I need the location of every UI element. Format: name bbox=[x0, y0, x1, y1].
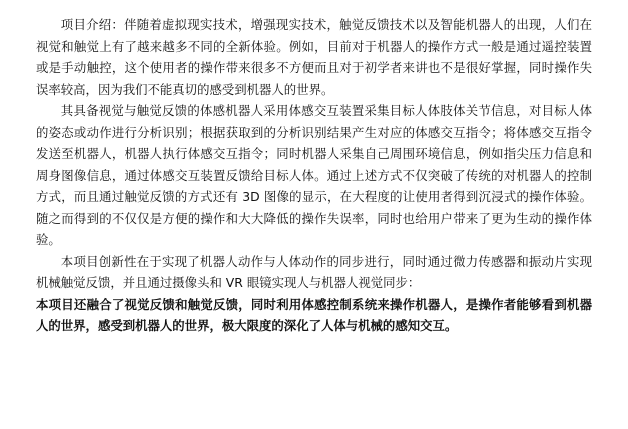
paragraph-intro: 项目介绍：伴随着虚拟现实技术，增强现实技术，触觉反馈技术以及智能机器人的出现，人们在视觉和触觉上有了越来越多不同的全新体验。例如，目前对于机器人的操作方式一般是通过遥控装置或是手动触控，这个使用者的操作带来很多不方便而且对于初学者来讲也不是很好掌握，同时操作失误率较高，因为我们不能真切的感受到机器人的世界。 bbox=[36, 17, 592, 97]
paragraph-conclusion: 本项目还融合了视觉反馈和触觉反馈，同时利用体感控制系统来操作机器人，是操作者能够看到机器人的世界，感受到机器人的世界，极大限度的深化了人体与机械的感知交互。 bbox=[36, 296, 592, 333]
paragraph-technical: 其具备视觉与触觉反馈的体感机器人采用体感交互装置采集目标人体肢体关节信息，对目标人体的姿态或动作进行分析识别；根据获取到的分析识别结果产生对应的体感交互指令；将体感交互指令发送至机器人，机器人执行体感交互指令；同时机器人采集自己周围环境信息，例如指尖压力信息和周身图像信息，通过体感交互装置反馈给目标人体。通过上述方式不仅突破了传统的对机器人的控制方式，而且通过触觉反馈的方式还有 3D 图像的显示，在大程度的让使用者得到沉浸式的操作体验。随之而得到的不仅仅是方便的操作和大大降低的操作失误率，同时也给用户带来了更为生动的操作体验。 bbox=[36, 103, 592, 247]
document-body bbox=[36, 14, 592, 337]
paragraph-innovation: 本项目创新性在于实现了机器人动作与人体动作的同步进行，同时通过微力传感器和振动片实现机械触觉反馈，并且通过摄像头和 VR 眼镜实现人与机器人视觉同步： bbox=[36, 253, 592, 290]
